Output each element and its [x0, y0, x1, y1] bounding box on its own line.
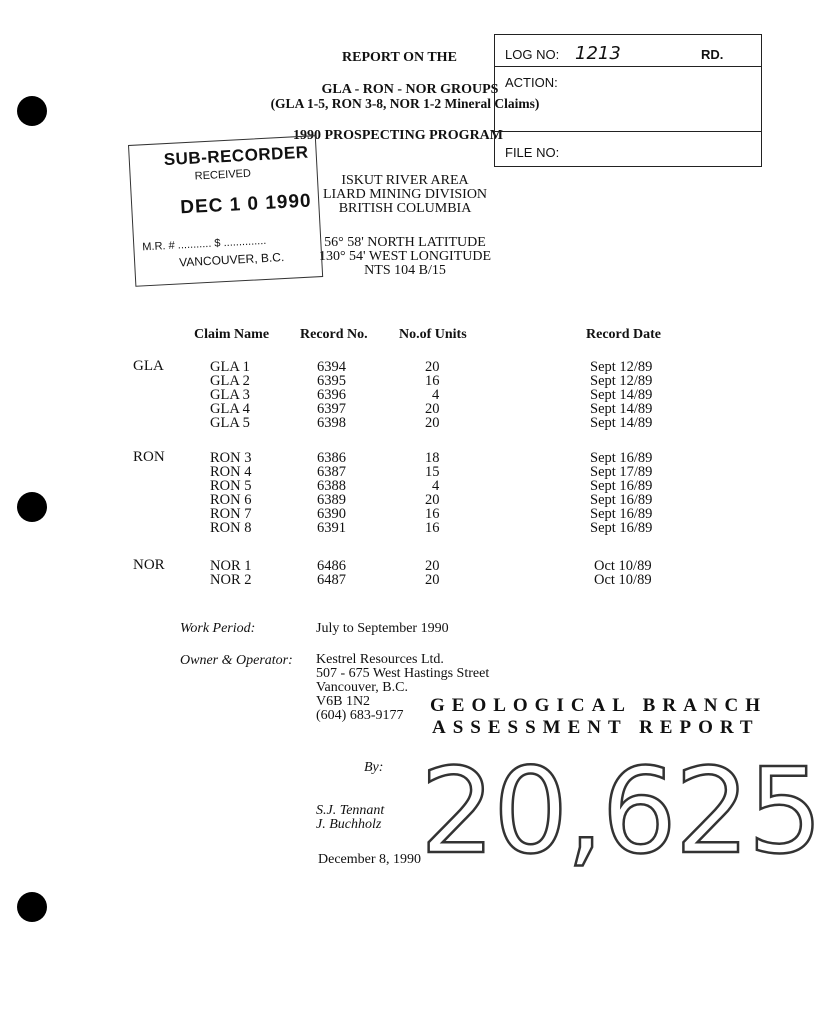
report-date: December 8, 1990 — [318, 852, 422, 867]
owner-line: (604) 683-9177 — [316, 708, 404, 723]
units: 16 — [425, 506, 440, 522]
units: 4 — [432, 387, 440, 403]
work-period-label: Work Period: — [180, 621, 256, 636]
record-no: 6396 — [317, 387, 346, 403]
author-name: J. Buchholz — [316, 817, 382, 832]
report-title: REPORT ON THE — [342, 50, 457, 65]
location-longitude: 130° 54' WEST LONGITUDE — [318, 249, 492, 264]
claim-name: GLA 4 — [210, 401, 250, 417]
group-label: NOR — [133, 557, 165, 573]
record-date: Sept 16/89 — [590, 450, 653, 466]
branch-line-1: GEOLOGICAL BRANCH — [430, 695, 768, 716]
record-no: 6390 — [317, 506, 346, 522]
location-block — [300, 174, 510, 216]
record-date: Sept 16/89 — [590, 492, 653, 508]
group-label: GLA — [133, 358, 164, 374]
rd-label: RD. — [701, 47, 724, 62]
claim-name: GLA 3 — [210, 387, 250, 403]
punch-hole — [17, 492, 47, 522]
record-no: 6486 — [317, 558, 346, 574]
record-no: 6395 — [317, 373, 346, 389]
record-date: Oct 10/89 — [594, 572, 652, 588]
header-record-no: Record No. — [300, 327, 368, 342]
units: 20 — [425, 492, 440, 508]
record-no: 6391 — [317, 520, 346, 536]
punch-hole — [17, 892, 47, 922]
units: 15 — [425, 464, 440, 480]
record-no: 6389 — [317, 492, 346, 508]
owner-label: Owner & Operator: — [180, 653, 293, 668]
group-line: GLA - RON - NOR GROUPS — [321, 82, 499, 97]
units: 20 — [425, 572, 440, 588]
claim-name: NOR 1 — [210, 558, 252, 574]
coordinates-block — [300, 236, 510, 278]
log-box — [494, 34, 762, 167]
log-no-value: 1213 — [575, 43, 621, 64]
location-province: BRITISH COLUMBIA — [338, 201, 472, 216]
claim-name: RON 8 — [210, 520, 252, 536]
work-period-value: July to September 1990 — [316, 621, 449, 636]
log-no-label: LOG NO: — [505, 47, 560, 62]
file-no-label: FILE NO: — [505, 145, 560, 160]
record-date: Sept 16/89 — [590, 520, 653, 536]
owner-line: Kestrel Resources Ltd. — [316, 652, 444, 667]
branch-line-2: ASSESSMENT REPORT — [432, 717, 760, 738]
header-record-date: Record Date — [586, 327, 662, 342]
owner-line: V6B 1N2 — [316, 694, 371, 709]
location-area: ISKUT RIVER AREA — [341, 173, 469, 188]
record-date: Sept 17/89 — [590, 464, 653, 480]
claim-name: RON 4 — [210, 464, 252, 480]
record-date: Sept 12/89 — [590, 373, 653, 389]
units: 16 — [425, 520, 440, 536]
units: 16 — [425, 373, 440, 389]
units: 4 — [432, 478, 440, 494]
record-date: Sept 16/89 — [590, 506, 653, 522]
claim-name: GLA 1 — [210, 359, 250, 375]
claim-name: GLA 5 — [210, 415, 250, 431]
stamp-received: RECEIVED — [194, 167, 252, 183]
owner-line: Vancouver, B.C. — [316, 680, 408, 695]
owner-line: 507 - 675 West Hastings Street — [316, 666, 490, 681]
claim-name: RON 7 — [210, 506, 252, 522]
record-no: 6386 — [317, 450, 346, 466]
units: 20 — [425, 401, 440, 417]
record-no: 6487 — [317, 572, 346, 588]
assessment-report-number: 20,625 — [420, 742, 821, 880]
action-label: ACTION: — [505, 75, 558, 90]
claim-name: RON 6 — [210, 492, 252, 508]
record-date: Sept 14/89 — [590, 401, 653, 417]
record-date: Sept 14/89 — [590, 387, 653, 403]
sub-recorder-stamp — [128, 135, 323, 287]
claim-name: GLA 2 — [210, 373, 250, 389]
log-box-divider — [495, 66, 761, 67]
record-no: 6398 — [317, 415, 346, 431]
record-no: 6388 — [317, 478, 346, 494]
units: 20 — [425, 558, 440, 574]
by-label: By: — [364, 760, 384, 775]
record-date: Oct 10/89 — [594, 558, 652, 574]
record-no: 6394 — [317, 359, 346, 375]
log-box-divider — [495, 131, 761, 132]
record-no: 6397 — [317, 401, 346, 417]
punch-hole — [17, 96, 47, 126]
units: 20 — [425, 415, 440, 431]
claims-line: (GLA 1-5, RON 3-8, NOR 1-2 Mineral Claims) — [270, 96, 540, 111]
stamp-city: VANCOUVER, B.C. — [178, 249, 285, 270]
record-date: Sept 14/89 — [590, 415, 653, 431]
header-claim-name: Claim Name — [194, 327, 270, 342]
record-no: 6387 — [317, 464, 346, 480]
stamp-date: DEC 1 0 1990 — [179, 190, 313, 219]
units: 18 — [425, 450, 440, 466]
claim-name: RON 5 — [210, 478, 252, 494]
header-units: No.of Units — [399, 327, 467, 342]
record-date: Sept 16/89 — [590, 478, 653, 494]
units: 20 — [425, 359, 440, 375]
author-name: S.J. Tennant — [316, 803, 385, 818]
stamp-mr-line: M.R. # ........... $ .............. — [142, 234, 267, 254]
claim-name: NOR 2 — [210, 572, 252, 588]
record-date: Sept 12/89 — [590, 359, 653, 375]
location-latitude: 56° 58' NORTH LATITUDE — [324, 235, 486, 250]
stamp-title: SUB-RECORDER — [163, 142, 309, 170]
author-names — [316, 804, 384, 832]
claim-name: RON 3 — [210, 450, 252, 466]
location-nts: NTS 104 B/15 — [364, 263, 446, 278]
location-division: LIARD MINING DIVISION — [322, 187, 488, 202]
group-label: RON — [133, 449, 165, 465]
program-line: 1990 PROSPECTING PROGRAM — [293, 128, 503, 143]
